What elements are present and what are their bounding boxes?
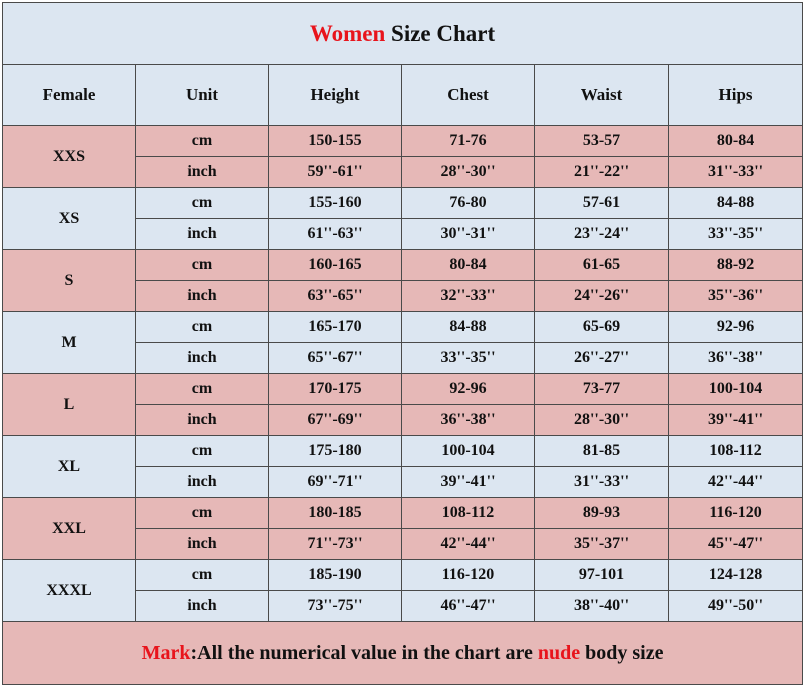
height-cell: 65''-67'' <box>269 343 402 374</box>
waist-cell: 26''-27'' <box>535 343 669 374</box>
height-cell: 165-170 <box>269 312 402 343</box>
hips-cell: 80-84 <box>669 126 803 157</box>
table-row <box>3 250 803 281</box>
hips-cell: 108-112 <box>669 436 803 467</box>
chest-cell: 116-120 <box>402 560 535 591</box>
waist-cell: 65-69 <box>535 312 669 343</box>
unit-cell: cm <box>136 188 269 219</box>
table-row <box>3 374 803 405</box>
hips-cell: 88-92 <box>669 250 803 281</box>
chest-cell: 46''-47'' <box>402 591 535 622</box>
height-cell: 160-165 <box>269 250 402 281</box>
table-row <box>3 126 803 157</box>
chest-cell: 84-88 <box>402 312 535 343</box>
footer-note <box>3 622 803 685</box>
hips-cell: 39''-41'' <box>669 405 803 436</box>
chest-cell: 76-80 <box>402 188 535 219</box>
hips-cell: 42''-44'' <box>669 467 803 498</box>
waist-cell: 57-61 <box>535 188 669 219</box>
waist-cell: 73-77 <box>535 374 669 405</box>
unit-cell: cm <box>136 126 269 157</box>
height-cell: 175-180 <box>269 436 402 467</box>
height-cell: 59''-61'' <box>269 157 402 188</box>
footer-text1: :All the numerical value in the chart are <box>190 641 538 664</box>
height-cell: 73''-75'' <box>269 591 402 622</box>
waist-cell: 81-85 <box>535 436 669 467</box>
chest-cell: 30''-31'' <box>402 219 535 250</box>
hips-cell: 84-88 <box>669 188 803 219</box>
header-unit: Unit <box>136 65 269 126</box>
unit-cell: inch <box>136 343 269 374</box>
header-chest: Chest <box>402 65 535 126</box>
unit-cell: inch <box>136 591 269 622</box>
size-label: XXXL <box>3 560 136 622</box>
footer-nude: nude <box>537 641 581 664</box>
hips-cell: 49''-50'' <box>669 591 803 622</box>
chest-cell: 28''-30'' <box>402 157 535 188</box>
waist-cell: 31''-33'' <box>535 467 669 498</box>
chest-cell: 80-84 <box>402 250 535 281</box>
hips-cell: 116-120 <box>669 498 803 529</box>
waist-cell: 35''-37'' <box>535 529 669 560</box>
size-label: L <box>3 374 136 436</box>
waist-cell: 61-65 <box>535 250 669 281</box>
title-rest: Size Chart <box>385 20 496 46</box>
size-chart-table <box>2 2 803 685</box>
height-cell: 61''-63'' <box>269 219 402 250</box>
chart-title <box>3 3 803 65</box>
waist-cell: 53-57 <box>535 126 669 157</box>
footer-mark: Mark <box>141 641 191 664</box>
hips-cell: 35''-36'' <box>669 281 803 312</box>
waist-cell: 89-93 <box>535 498 669 529</box>
size-label: M <box>3 312 136 374</box>
header-female: Female <box>3 65 136 126</box>
size-label: XL <box>3 436 136 498</box>
height-cell: 67''-69'' <box>269 405 402 436</box>
unit-cell: cm <box>136 436 269 467</box>
footer-text2: body size <box>580 641 664 664</box>
height-cell: 155-160 <box>269 188 402 219</box>
waist-cell: 28''-30'' <box>535 405 669 436</box>
height-cell: 71''-73'' <box>269 529 402 560</box>
unit-cell: cm <box>136 250 269 281</box>
height-cell: 69''-71'' <box>269 467 402 498</box>
chest-cell: 32''-33'' <box>402 281 535 312</box>
waist-cell: 21''-22'' <box>535 157 669 188</box>
size-label: XXL <box>3 498 136 560</box>
chest-cell: 39''-41'' <box>402 467 535 498</box>
unit-cell: inch <box>136 281 269 312</box>
unit-cell: cm <box>136 498 269 529</box>
hips-cell: 45''-47'' <box>669 529 803 560</box>
title-accent: Women <box>309 20 386 46</box>
waist-cell: 24''-26'' <box>535 281 669 312</box>
header-hips: Hips <box>669 65 803 126</box>
unit-cell: inch <box>136 219 269 250</box>
unit-cell: cm <box>136 560 269 591</box>
unit-cell: inch <box>136 529 269 560</box>
height-cell: 150-155 <box>269 126 402 157</box>
chest-cell: 108-112 <box>402 498 535 529</box>
waist-cell: 38''-40'' <box>535 591 669 622</box>
height-cell: 180-185 <box>269 498 402 529</box>
unit-cell: inch <box>136 405 269 436</box>
table-row <box>3 560 803 591</box>
size-label: XS <box>3 188 136 250</box>
height-cell: 185-190 <box>269 560 402 591</box>
unit-cell: inch <box>136 467 269 498</box>
height-cell: 63''-65'' <box>269 281 402 312</box>
table-row <box>3 436 803 467</box>
hips-cell: 31''-33'' <box>669 157 803 188</box>
unit-cell: inch <box>136 157 269 188</box>
hips-cell: 124-128 <box>669 560 803 591</box>
hips-cell: 36''-38'' <box>669 343 803 374</box>
size-label: S <box>3 250 136 312</box>
table-row <box>3 312 803 343</box>
hips-cell: 33''-35'' <box>669 219 803 250</box>
chest-cell: 42''-44'' <box>402 529 535 560</box>
unit-cell: cm <box>136 374 269 405</box>
chest-cell: 92-96 <box>402 374 535 405</box>
chest-cell: 36''-38'' <box>402 405 535 436</box>
header-height: Height <box>269 65 402 126</box>
chest-cell: 33''-35'' <box>402 343 535 374</box>
hips-cell: 100-104 <box>669 374 803 405</box>
table-row <box>3 188 803 219</box>
waist-cell: 97-101 <box>535 560 669 591</box>
table-row <box>3 498 803 529</box>
height-cell: 170-175 <box>269 374 402 405</box>
chest-cell: 100-104 <box>402 436 535 467</box>
hips-cell: 92-96 <box>669 312 803 343</box>
size-label: XXS <box>3 126 136 188</box>
header-waist: Waist <box>535 65 669 126</box>
unit-cell: cm <box>136 312 269 343</box>
waist-cell: 23''-24'' <box>535 219 669 250</box>
chest-cell: 71-76 <box>402 126 535 157</box>
